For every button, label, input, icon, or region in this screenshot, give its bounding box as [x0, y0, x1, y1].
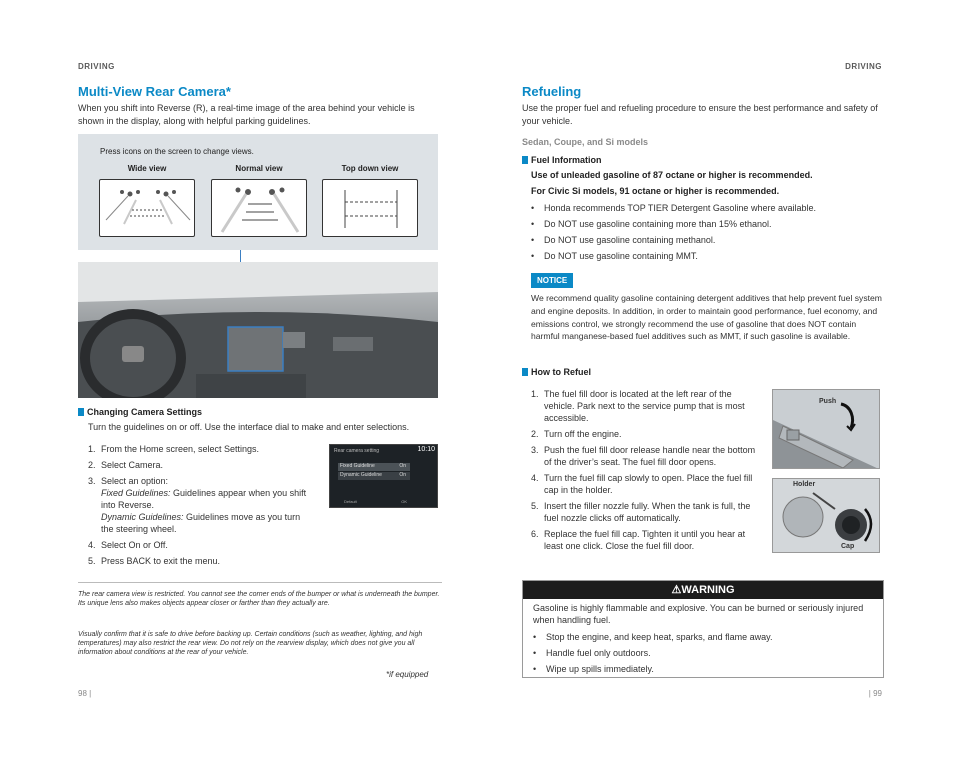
warning-bar [523, 581, 883, 599]
top-down-view [322, 164, 418, 237]
ok-label: OK [401, 499, 407, 504]
wide-view [99, 164, 195, 237]
settings-intro: Turn the guidelines on or off. Use the interface dial to make and enter selections. [88, 422, 410, 432]
footnote-restriction: The rear camera view is restricted. You cannot see the corner ends of the bumper or what is underneath the bumper. Its unique lens also makes objects appear closer or farther than they actually are. [78, 591, 440, 607]
running-head: DRIVING [78, 62, 115, 71]
wide-view-screen [99, 179, 195, 237]
how-to-refuel-heading [522, 367, 591, 377]
section-title: Refueling [522, 84, 582, 99]
refuel-step-1: 1. The fuel fill door is located at the left rear of the vehicle. Park next to the service pump that is most accessible. [531, 389, 745, 423]
holder-label: Holder [793, 481, 816, 488]
refuel-step-2: 2. Turn off the engine. [531, 429, 622, 439]
fuel-octane-91: For Civic Si models, 91 octane or higher is recommended. [531, 186, 780, 196]
footnote-confirm: Visually confirm that it is safe to drive before backing up. Certain conditions (such as weather, lighting, and high temperatures) may also restrict the rear view. Do not rely on the rearview display, which does not give you all information about conditions at the rear of your vehicle. [78, 631, 423, 656]
normal-view-illustration [212, 180, 307, 237]
cap-label: Cap [841, 543, 855, 550]
page-number-right: | 99 [868, 689, 882, 698]
release-handle-photo [772, 389, 880, 469]
equipped-note: *if equipped [386, 670, 429, 679]
intro-paragraph: When you shift into Reverse (R), a real-time image of the area behind your vehicle is shown in the display, along with helpful parking guidelines. [78, 103, 415, 126]
wide-view-label: Wide view [127, 164, 167, 173]
refuel-step-5: 5. Insert the filler nozzle fully. When the tank is full, the fuel nozzle clicks off automatically. [531, 501, 751, 523]
camera-setting-screen [329, 444, 438, 508]
heading-marker-icon [522, 156, 528, 164]
fuel-bullet: • Do NOT use gasoline containing more than 15% ethanol. [531, 219, 772, 229]
how-to-refuel-heading-text: How to Refuel [531, 367, 591, 377]
warning-text: Gasoline is highly flammable and explosive. You can be burned or seriously injured when handling fuel. [533, 603, 864, 625]
dashboard-photo [78, 262, 438, 398]
top-down-view-illustration [323, 180, 418, 237]
fuel-bullet: • Do NOT use gasoline containing MMT. [531, 251, 698, 261]
footnote-divider [78, 582, 442, 583]
screen-time: 10:10 [417, 446, 435, 453]
step-5: 5. Press BACK to exit the menu. [88, 556, 221, 566]
top-down-view-screen [322, 179, 418, 237]
camera-views-panel [78, 134, 438, 250]
fuel-bullet: • Honda recommends TOP TIER Detergent Gasoline where available. [531, 203, 816, 213]
normal-view-screen [211, 179, 307, 237]
dynamic-guideline-row: Dynamic Guideline On [338, 472, 410, 480]
page-number-left: 98 | [78, 689, 92, 698]
fuel-cap-illustration [773, 479, 880, 553]
fuel-cap-photo [772, 478, 880, 553]
normal-view-label: Normal view [235, 164, 283, 173]
running-head: DRIVING [845, 62, 882, 71]
warning-label: WARNING [681, 584, 735, 596]
camera-hint: Press icons on the screen to change views. [100, 147, 254, 156]
screen-title: Rear camera setting [334, 448, 380, 454]
wide-view-illustration [100, 180, 195, 237]
refuel-step-4: 4. Turn the fuel fill cap slowly to open. Place the fuel fill cap in the holder. [531, 473, 753, 495]
option-dynamic: Dynamic Guidelines: Guidelines move as you turn the steering wheel. [101, 512, 301, 534]
warning-box [522, 580, 884, 678]
fuel-bullet: • Do NOT use gasoline containing methanol. [531, 235, 716, 245]
warning-triangle-icon: ⚠ [671, 584, 682, 596]
models-subhead: Sedan, Coupe, and Si models [522, 137, 649, 147]
warning-bullet: • Wipe up spills immediately. [533, 664, 654, 674]
fixed-guideline-row: Fixed Guideline On [338, 463, 410, 471]
step-3: 3. Select an option: Fixed Guidelines: Guidelines appear when you shift into Reverse. Dynamic Guidelines: Guidelines move as you turn the steering wheel. [88, 475, 313, 535]
settings-heading [78, 407, 202, 417]
notice-badge: NOTICE [531, 273, 573, 288]
dashboard-illustration [78, 262, 438, 398]
option-fixed: Fixed Guidelines: Guidelines appear when you shift into Reverse. [101, 488, 307, 510]
top-down-view-label: Top down view [341, 164, 399, 173]
warning-bullet: • Handle fuel only outdoors. [533, 648, 651, 658]
camera-steps [88, 443, 313, 571]
step-4: 4. Select On or Off. [88, 540, 168, 550]
warning-bullet: • Stop the engine, and keep heat, sparks, and flame away. [533, 632, 773, 642]
fuel-bullets [531, 202, 881, 266]
section-title: Multi-View Rear Camera* [78, 84, 231, 99]
push-label: Push [819, 398, 837, 405]
default-label: Default [344, 499, 357, 504]
heading-marker-icon [522, 368, 528, 376]
step-2: 2. Select Camera. [88, 460, 164, 470]
settings-heading-text: Changing Camera Settings [87, 407, 203, 417]
fuel-info-heading [522, 155, 602, 165]
normal-view [211, 164, 307, 237]
step-1: 1. From the Home screen, select Settings. [88, 444, 260, 454]
refuel-step-3: 3. Push the fuel fill door release handle near the bottom of the driver’s seat. The fuel fill door opens. [531, 445, 756, 467]
warning-bullets [533, 631, 873, 679]
intro-paragraph: Use the proper fuel and refueling procedure to ensure the best performance and safety of your vehicle. [522, 103, 878, 126]
fuel-octane-87: Use of unleaded gasoline of 87 octane or higher is recommended. [531, 170, 813, 180]
heading-marker-icon [78, 408, 84, 416]
refuel-steps [531, 388, 759, 556]
notice-text: We recommend quality gasoline containing detergent additives that help prevent fuel system and engine deposits. In addition, in order to maintain good performance, fuel economy, and emissions control, we strongly recommend the use of gasoline that does NOT contain harmful manganese-based fuel additives such as MMT, if such gasoline is available. [531, 293, 882, 342]
fuel-info-heading-text: Fuel Information [531, 155, 602, 165]
right-page [480, 0, 960, 768]
refuel-step-6: 6. Replace the fuel fill cap. Tighten it until you hear at least one click. Close the fuel fill door. [531, 529, 746, 551]
